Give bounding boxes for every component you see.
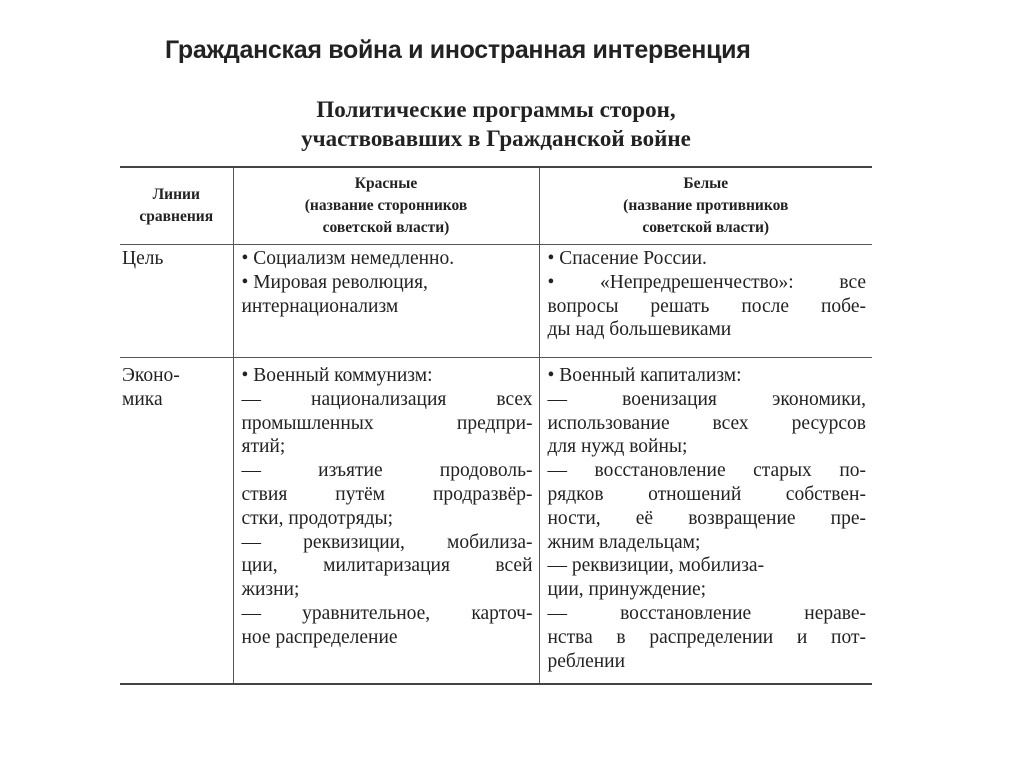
cell-line: интернационализм <box>241 295 399 317</box>
table-title <box>120 95 872 153</box>
cell-line: рядков отношений собствен- <box>547 483 866 505</box>
cell-line: • Мировая революция, <box>241 271 428 293</box>
whites-cell <box>539 245 872 358</box>
comparison-table <box>120 166 872 685</box>
cell-line: • Военный капитализм: <box>547 365 742 386</box>
header-line: советской власти) <box>642 219 770 236</box>
table-title-line: Политические программы сторон, <box>316 97 676 122</box>
cell-line: использование всех ресурсов <box>547 412 866 434</box>
header-line: сравнения <box>139 208 214 225</box>
cell-line: ятий; <box>241 436 286 458</box>
reds-cell <box>233 245 539 358</box>
header-line: советской власти) <box>322 219 450 236</box>
header-reds <box>233 167 539 245</box>
cell-line: • Спасение России. <box>547 248 707 269</box>
cell-line: ности, её возвращение пре- <box>547 507 866 529</box>
cell-line: — национализация всех <box>241 388 533 410</box>
cell-line: жизни; <box>241 579 300 601</box>
comparison-table-wrapper <box>120 166 872 685</box>
reds-cell <box>233 358 539 685</box>
table-row-economy <box>120 358 872 685</box>
cell-line: ции, принуждение; <box>547 579 707 601</box>
cell-line: Эконо- <box>122 365 180 386</box>
slide-title: Гражданская война и иностранная интервенция <box>165 36 751 64</box>
header-comparison-lines <box>120 167 233 245</box>
cell-line: стки, продотряды; <box>241 507 394 529</box>
cell-line: нства в распределении и пот- <box>547 626 866 648</box>
cell-line: вопросы решать после побе- <box>547 295 866 317</box>
cell-line: ное распределение <box>241 626 398 648</box>
cell-line: мика <box>122 388 163 410</box>
cell-line: ды над большевиками <box>547 319 732 341</box>
header-line: Красные <box>354 175 418 192</box>
cell-line: ствия путём продразвёр- <box>241 483 533 505</box>
cell-line: — изъятие продоволь- <box>241 460 533 482</box>
cell-line: реблении <box>547 650 626 672</box>
row-label-cell <box>120 245 233 358</box>
cell-line: • Социализм немедленно. <box>241 248 455 269</box>
header-line: Линии <box>152 186 200 203</box>
header-whites <box>539 167 872 245</box>
cell-line: — уравнительное, карточ- <box>241 602 533 624</box>
row-label-cell <box>120 358 233 685</box>
header-line: (название противников <box>623 197 789 214</box>
cell-line: — реквизиции, мобилиза- <box>241 531 533 553</box>
cell-line: • «Непредрешенчество»: все <box>547 271 866 293</box>
cell-line: — восстановление старых по- <box>547 460 866 482</box>
cell-line: Цель <box>122 248 164 269</box>
whites-cell <box>539 358 872 685</box>
header-line: (название сторонников <box>304 197 468 214</box>
header-line: Белые <box>683 175 729 192</box>
cell-line: жним владельцам; <box>547 531 701 553</box>
cell-line: промышленных предпри- <box>241 412 533 434</box>
table-row-goal <box>120 245 872 358</box>
cell-line: — военизация экономики, <box>547 388 866 410</box>
cell-line: • Военный коммунизм: <box>241 365 433 386</box>
cell-line: для нужд войны; <box>547 436 688 458</box>
cell-line: ции, милитаризация всей <box>241 555 533 577</box>
table-header-row <box>120 167 872 245</box>
table-title-line: участвовавших в Гражданской войне <box>301 126 691 151</box>
cell-line: — восстановление нераве- <box>547 602 866 624</box>
cell-line: — реквизиции, мобилиза- <box>547 555 765 577</box>
